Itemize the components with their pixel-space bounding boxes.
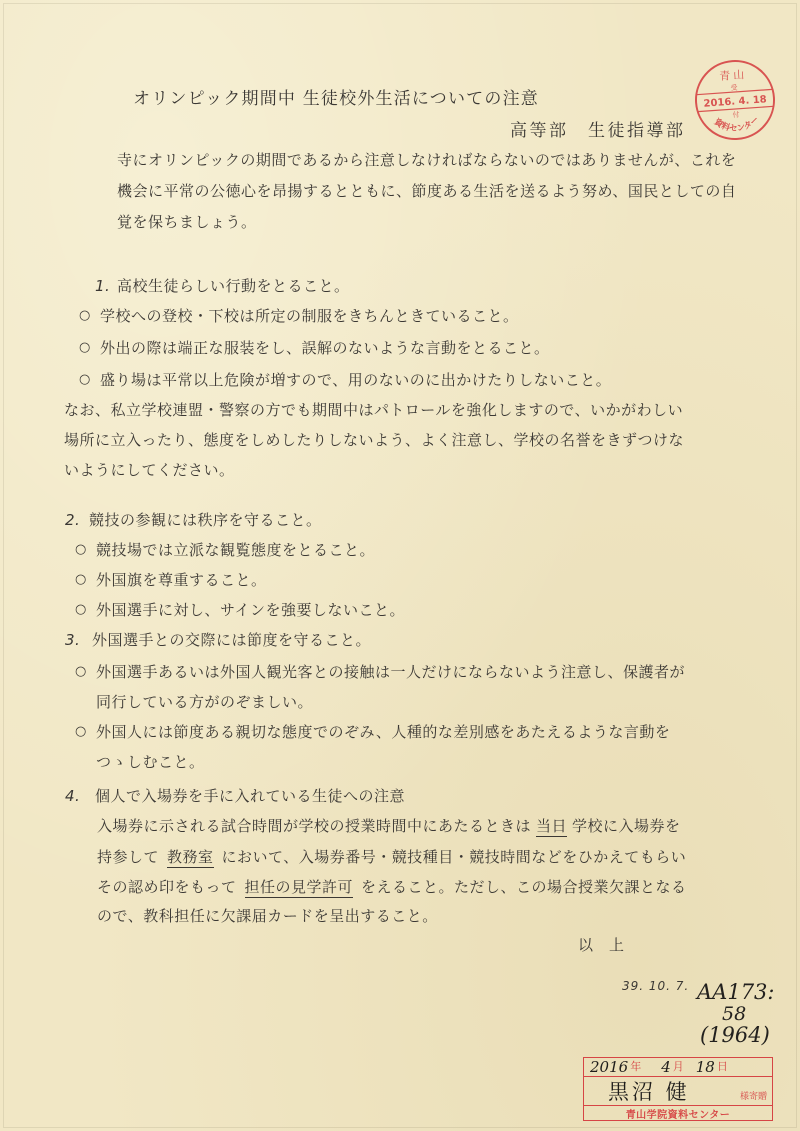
receipt-stamp	[690, 55, 780, 145]
donation-month: 4	[661, 1058, 671, 1076]
list-item: 盛り場は平常以上危険が増すので、用のないのに出かけたりしないこと。	[100, 371, 612, 389]
section-heading: 競技の参観には秩序を守ること。	[89, 511, 322, 529]
bullet-icon: ○	[75, 542, 87, 557]
stamp-top-text: 青山	[718, 68, 748, 84]
donor-name: 黒沼 健	[608, 1080, 690, 1104]
note-line: いようにしてください。	[64, 461, 235, 479]
day-unit: 日	[716, 1060, 728, 1073]
section-number: 1.	[95, 277, 111, 295]
sub-number: 58	[722, 1003, 747, 1025]
list-item: 外国選手に対し、サインを強要しないこと。	[96, 601, 405, 619]
list-item: 競技場では立派な観覧態度をとること。	[96, 541, 376, 559]
donation-date-row	[584, 1058, 772, 1077]
donation-stamp	[583, 1057, 773, 1121]
issue-date: 39. 10. 7.	[622, 979, 690, 993]
donation-year: 2016	[590, 1058, 629, 1076]
section-number: 2.	[65, 511, 81, 529]
page-title: オリンピック期間中 生徒校外生活についての注意	[133, 89, 539, 109]
body-text: 学校に入場券を	[572, 817, 681, 835]
section-heading: 外国選手との交際には節度を守ること。	[92, 631, 372, 649]
section-number: 4.	[65, 787, 81, 805]
bullet-icon: ○	[79, 340, 91, 355]
list-item-continuation: つゝしむこと。	[96, 753, 205, 771]
underlined-text: 教務室	[167, 848, 214, 866]
stamp-lower-text: 付	[732, 110, 740, 120]
body-text: において、入場券番号・競技種目・競技時間などをひかえてもらい	[221, 848, 687, 866]
closing-text: 以上	[578, 936, 641, 954]
body-line	[97, 877, 687, 897]
body-line	[97, 847, 686, 867]
list-item: 外国人には節度ある親切な態度でのぞみ、人種的な差別感をあたえるような言動を	[96, 723, 671, 741]
year-unit: 年	[630, 1060, 642, 1073]
body-line	[97, 906, 438, 926]
list-item-continuation: 同行している方がのぞましい。	[96, 693, 314, 711]
bullet-icon: ○	[75, 664, 87, 679]
donation-day: 18	[695, 1058, 715, 1076]
underlined-text: 担任の見学許可	[244, 878, 354, 896]
archive-year: (1964)	[700, 1023, 770, 1047]
call-number: AA173:	[697, 980, 775, 1004]
body-line	[97, 816, 681, 836]
month-unit: 月	[672, 1060, 684, 1073]
paper-edge	[3, 3, 797, 1128]
bullet-icon: ○	[79, 372, 91, 387]
underlined-text: 当日	[536, 817, 568, 835]
intro-line: 寺にオリンピックの期間であるから注意しなければならないのではありませんが、これを	[117, 151, 737, 169]
intro-line: 機会に平常の公徳心を昂揚するとともに、節度ある生活を送るよう努め、国民としての自	[117, 182, 737, 200]
section-heading: 高校生徒らしい行動をとること。	[117, 277, 350, 295]
organization-name: 青山学院資料センター	[625, 1109, 731, 1121]
list-item: 外出の際は端正な服装をし、誤解のないような言動をとること。	[100, 339, 550, 357]
list-item: 外国旗を尊重すること。	[96, 571, 267, 589]
intro-line: 覚を保ちましょう。	[117, 213, 257, 231]
stamp-bottom-arc-text: 資料センター	[711, 114, 762, 135]
bullet-icon: ○	[79, 308, 91, 323]
department-label: 高等部 生徒指導部	[510, 121, 686, 141]
body-text: 持参して	[97, 848, 160, 866]
organization-row	[584, 1106, 772, 1120]
body-text: をえること。ただし、この場合授業欠課となる	[361, 878, 687, 896]
stamp-date: 2016. 4. 18	[703, 94, 768, 110]
list-item: 学校への登校・下校は所定の制服をきちんときていること。	[100, 307, 519, 325]
body-text: その認め印をもって	[97, 878, 237, 896]
donor-suffix: 様寄贈	[739, 1092, 767, 1102]
section-heading: 個人で入場券を手に入れている生徒への注意	[95, 787, 406, 805]
list-item: 外国選手あるいは外国人観光客との接触は一人だけにならないよう注意し、保護者が	[96, 663, 686, 681]
note-line: 場所に立入ったり、態度をしめしたりしないよう、よく注意し、学校の名誉をきずつけな	[64, 431, 685, 449]
note-line: なお、私立学校連盟・警察の方でも期間中はパトロールを強化しますので、いかがわしい	[64, 401, 684, 419]
stamp-upper-text: 受	[730, 83, 738, 93]
bullet-icon: ○	[75, 724, 87, 739]
body-text: 入場券に示される試合時間が学校の授業時間中にあたるときは	[97, 817, 532, 835]
bullet-icon: ○	[75, 572, 87, 587]
body-text: ので、教科担任に欠課届カードを呈出すること。	[97, 907, 438, 925]
section-number: 3.	[65, 631, 81, 649]
bullet-icon: ○	[75, 602, 87, 617]
donor-row	[584, 1077, 772, 1106]
